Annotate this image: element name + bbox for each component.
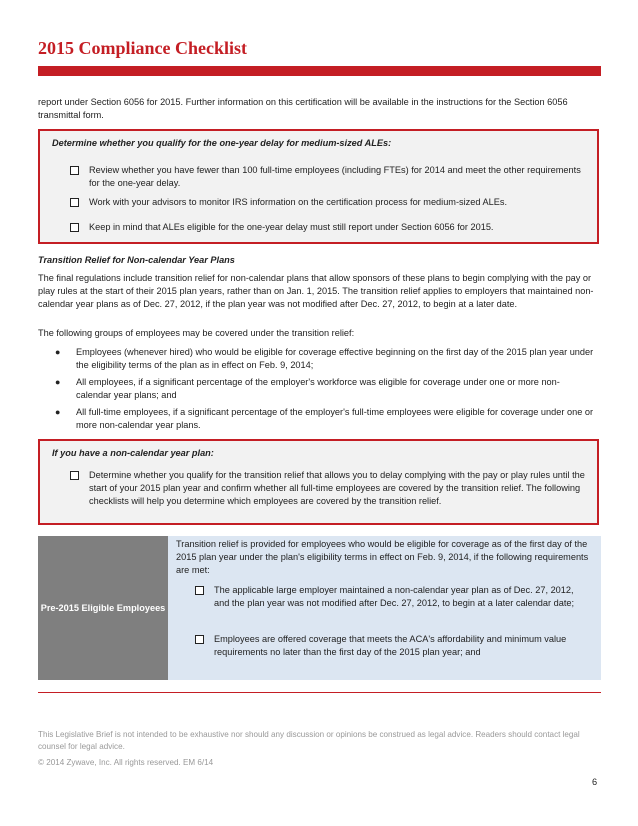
- checklist-item: [70, 221, 582, 234]
- bullet-item: [55, 406, 595, 432]
- bullet-dot-icon: ●: [55, 377, 61, 387]
- checklist-item: [195, 633, 590, 659]
- table-row-label: Pre-2015 Eligible Employees: [40, 602, 166, 613]
- checkbox-icon[interactable]: [70, 166, 79, 175]
- footer-divider: [38, 692, 601, 693]
- checklist-item-text: Employees are offered coverage that meets the ACA's affordability and minimum value requirements no later than the first day of the 2015 plan year; and: [214, 634, 567, 657]
- non-calendar-plan-heading: If you have a non-calendar year plan:: [52, 448, 214, 458]
- bullet-dot-icon: ●: [55, 347, 61, 357]
- pre-2015-eligibility-table: [38, 536, 601, 680]
- table-intro-text: Transition relief is provided for employees who would be eligible for coverage as of the first day of the 2015 plan year under the plan's eligibility terms in effect on Feb. 9, 2014, if the following requirements are met:: [176, 539, 589, 575]
- checklist-item-text: Work with your advisors to monitor IRS information on the certification process for medium-sized ALEs.: [89, 197, 508, 207]
- footer-copyright: © 2014 Zywave, Inc. All rights reserved. EM 6/14: [38, 758, 214, 767]
- checklist-item-text: The applicable large employer maintained a non-calendar year plan as of Dec. 27, 2012, and the plan year was not modified after Dec. 27, 2012, to begin at a later calendar date;: [214, 585, 575, 608]
- non-calendar-plan-box: [38, 439, 599, 525]
- checkbox-icon[interactable]: [195, 586, 204, 595]
- intro-paragraph: report under Section 6056 for 2015. Further information on this certification will be available in the instructions for the Section 6056 transmittal form.: [38, 97, 568, 120]
- medium-ale-checklist-box: [38, 129, 599, 244]
- footer-disclaimer: This Legislative Brief is not intended to be exhaustive nor should any discussion or opinions be construed as legal advice. Readers should contact legal counsel for legal advice.: [38, 730, 580, 751]
- checkbox-icon[interactable]: [70, 223, 79, 232]
- section-paragraph: The final regulations include transition relief for non-calendar plans that allow sponsors of these plans to begin complying with the pay or play rules at the start of their 2015 plan years, rather than on Jan. 1, 2015. The transition relief applies to employers that maintained non-calendar year plans as of Dec. 27, 2012, if the plan year was not modified after Dec. 27, 2012, to begin at a later date.: [38, 273, 594, 309]
- bullet-item-text: All employees, if a significant percentage of the employer's workforce was eligible for coverage under one or more non-calendar year plans; and: [76, 377, 560, 400]
- page-title: 2015 Compliance Checklist: [38, 38, 247, 58]
- checklist-item-text: Keep in mind that ALEs eligible for the one-year delay must still report under Section 6056 for 2015.: [89, 222, 494, 232]
- section-paragraph-2: The following groups of employees may be covered under the transition relief:: [38, 328, 355, 338]
- checklist-item: [70, 196, 582, 209]
- bullet-item-text: All full-time employees, if a significant percentage of the employer's full-time employees were eligible for coverage under one or more non-calendar year plans.: [76, 407, 594, 430]
- checkbox-icon[interactable]: [195, 635, 204, 644]
- bullet-dot-icon: ●: [55, 407, 61, 417]
- checkbox-icon[interactable]: [70, 198, 79, 207]
- page-number: 6: [592, 777, 598, 787]
- bullet-item: [55, 346, 595, 372]
- table-content-cell: [168, 536, 601, 680]
- section-heading: Transition Relief for Non-calendar Year Plans: [38, 255, 235, 265]
- bullet-item: [55, 376, 595, 402]
- bullet-item-text: Employees (whenever hired) who would be eligible for coverage effective beginning on the first day of the 2015 plan year under the eligibility terms of the plan as in effect on Feb. 9, 2014;: [76, 347, 594, 370]
- title-underline-bar: [38, 66, 601, 76]
- checkbox-icon[interactable]: [70, 471, 79, 480]
- checklist-item: [70, 469, 585, 508]
- checklist-item-text: Determine whether you qualify for the transition relief that allows you to delay complying with the pay or play rules until the start of your 2015 plan year and confirm whether all full-time employees are covered by the transition relief. The following checklists will help you determine which employees are covered by the transition relief.: [89, 470, 585, 506]
- checklist-item: [195, 584, 590, 610]
- table-row-label-cell: [38, 536, 168, 680]
- medium-ale-checklist-heading: Determine whether you qualify for the one-year delay for medium-sized ALEs:: [52, 138, 392, 148]
- checklist-item: [70, 164, 582, 190]
- checklist-item-text: Review whether you have fewer than 100 full-time employees (including FTEs) for 2014 and meet the other requirements for the one-year delay.: [89, 165, 581, 188]
